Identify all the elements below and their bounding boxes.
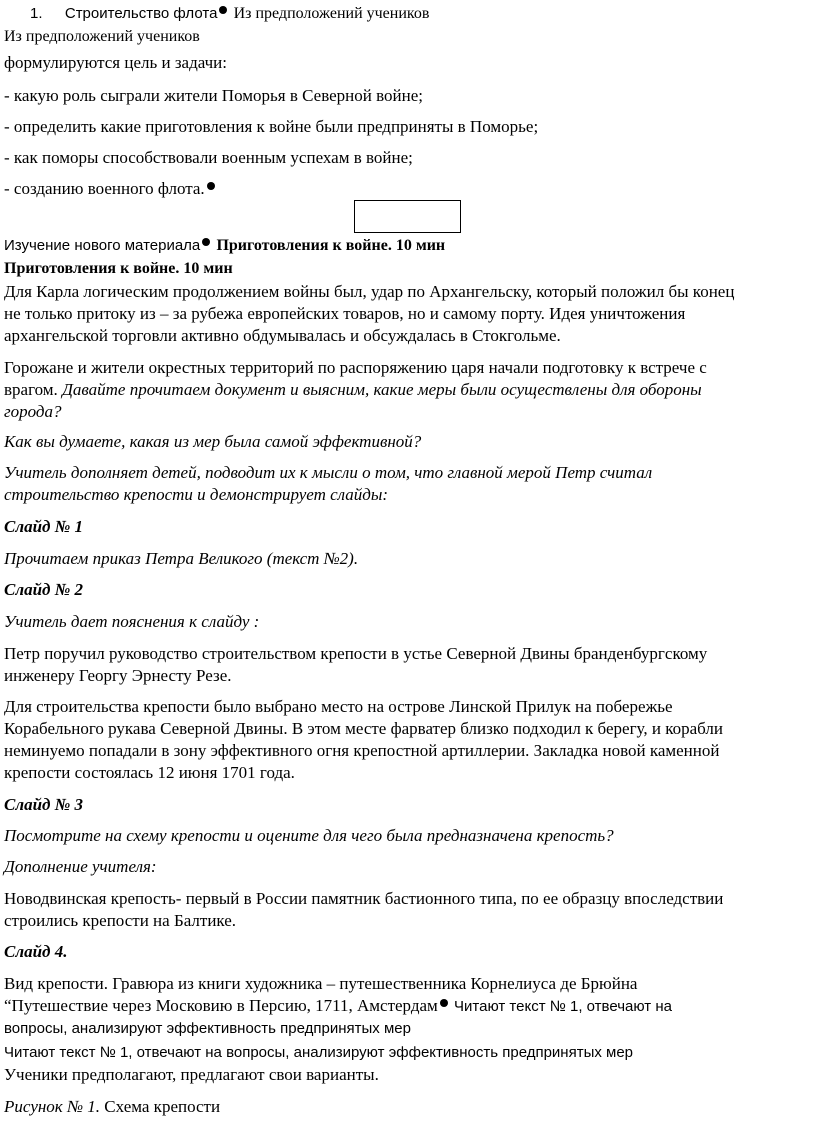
paragraph-line: инженеру Георгу Эрнесту Резе. [4, 666, 232, 685]
slide-heading-3: Слайд № 3 [4, 795, 84, 814]
intro-line-1: Из предположений учеников [4, 28, 200, 45]
teacher-note-line: строительство крепости и демонстрирует слайды: [4, 485, 389, 504]
slide-text-2: Учитель дает пояснения к слайду : [4, 612, 260, 631]
teacher-addition: Дополнение учителя: [4, 857, 157, 876]
slide-text-3: Посмотрите на схему крепости и оцените для чего была предназначена крепость? [4, 826, 614, 845]
task-item: - как поморы способствовали военным успехам в войне; [4, 148, 413, 167]
paragraph-line: Корабельного рукава Северной Двины. В этом месте фарватер близко подходил к берегу, и корабли [4, 719, 723, 738]
paragraph-line: крепости состоялась 12 июня 1701 года. [4, 763, 295, 782]
section-label: Изучение нового материала [4, 237, 201, 254]
section-heading: Приготовления к войне. 10 мин [4, 260, 233, 277]
header-title-after: Из предположений учеников [233, 5, 430, 22]
paragraph-italic: города? [4, 402, 62, 421]
slide-heading-2: Слайд № 2 [4, 580, 84, 599]
paragraph-line: Горожане и жители окрестных территорий по распоряжению царя начали подготовку к встрече с [4, 358, 707, 377]
paragraph-line: строились крепости на Балтике. [4, 911, 237, 930]
teacher-note-line: Учитель дополняет детей, подводит их к мысли о том, что главной мерой Петр считал [4, 463, 653, 482]
task-item: - определить какие приготовления к войне были предприняты в Поморье; [4, 117, 539, 136]
figure-caption: Схема крепости [104, 1097, 221, 1116]
section-bold-title: Приготовления к войне. 10 мин [216, 237, 446, 254]
slide-heading-4: Слайд 4. [4, 942, 68, 961]
bullet-icon [202, 238, 210, 246]
bullet-icon [440, 999, 448, 1007]
task-item: - созданию военного флота. [4, 179, 205, 198]
header-title: Строительство флота [64, 5, 218, 22]
paragraph-line: Вид крепости. Гравюра из книги художника – путешественника Корнелиуса де Брюйна [4, 974, 638, 993]
paragraph-line-mixed [4, 996, 672, 1016]
paragraph-line: архангельской торговли активно обдумывалась и обсуждалась в Стокгольме. [4, 326, 561, 345]
paragraph-line: неминуемо попадали в зону эффективного огня крепостной артиллерии. Закладка новой каменной [4, 741, 720, 760]
paragraph-line: Новодвинская крепость- первый в России памятник бастионного типа, по ее образцу впоследствии [4, 889, 724, 908]
bullet-icon [219, 6, 227, 14]
figure-label: Рисунок № 1. [4, 1097, 101, 1116]
paragraph-line: Для Карла логическим продолжением войны был, удар по Архангельску, который положил бы конец [4, 282, 735, 301]
figure-caption-line [4, 1097, 220, 1117]
list-number: 1. [30, 5, 43, 22]
paragraph-line-mixed [4, 380, 702, 400]
empty-box [354, 200, 461, 233]
paragraph-line: Петр поручил руководство строительством крепости в устье Северной Двины бранденбургскому [4, 644, 708, 663]
paragraph-small: Читают текст № 1, отвечают на вопросы, анализируют эффективность предпринятых мер [4, 1044, 634, 1061]
paragraph-line: не только притоку из – за рубежа европейских товаров, но и самому порту. Идея уничтожения [4, 304, 686, 323]
paragraph-text: “Путешествие через Московию в Персию, 1711, Амстердам [4, 996, 438, 1015]
paragraph-text: врагом. [4, 380, 58, 399]
paragraph-small: вопросы, анализируют эффективность предпринятых мер [4, 1020, 411, 1037]
bullet-icon [207, 182, 215, 190]
section-label-line [4, 237, 445, 255]
paragraph-italic: Давайте прочитаем документ и выясним, какие меры были осуществлены для обороны [62, 380, 702, 399]
paragraph-small: Читают текст № 1, отвечают на [454, 998, 672, 1015]
slide-heading-1: Слайд № 1 [4, 517, 84, 536]
slide-text-1: Прочитаем приказ Петра Великого (текст №2). [4, 549, 359, 568]
header-line [30, 5, 429, 23]
task-item: - какую роль сыграли жители Поморья в Северной войне; [4, 86, 423, 105]
intro-line-2: формулируются цель и задачи: [4, 53, 227, 72]
paragraph-line: Ученики предполагают, предлагают свои варианты. [4, 1065, 379, 1084]
paragraph-line: Для строительства крепости было выбрано место на острове Линской Прилук на побережье [4, 697, 673, 716]
question-text: Как вы думаете, какая из мер была самой эффективной? [4, 432, 422, 451]
task-item-last [4, 179, 217, 199]
